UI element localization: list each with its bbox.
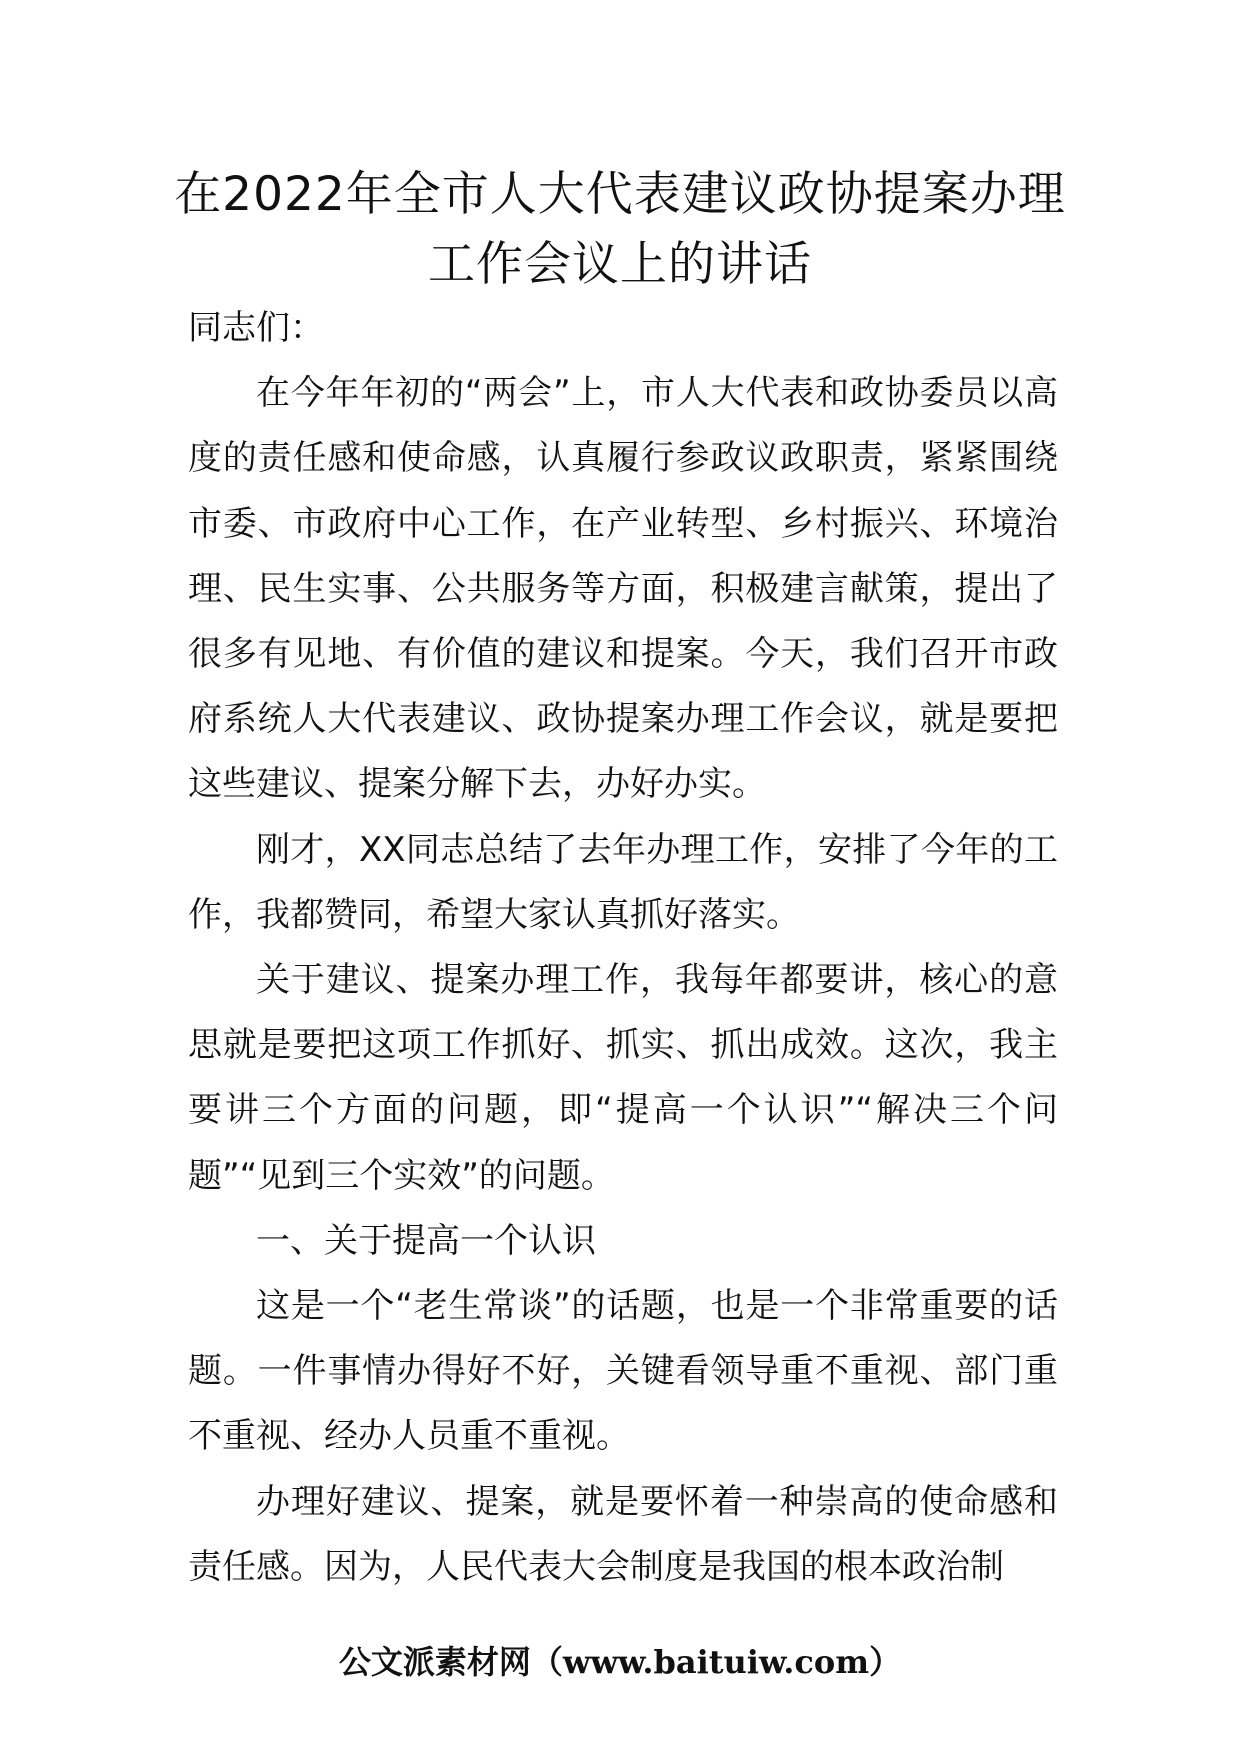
paragraph-agreement: 刚才，XX同志总结了去年办理工作，安排了今年的工作，我都赞同，希望大家认真抓好落实。	[188, 829, 1058, 935]
title-line-1: 在2022年全市人大代表建议政协提案办理	[174, 167, 1066, 222]
paragraph-mission: 办理好建议、提案，就是要怀着一种崇高的使命感和责任感。因为，人民代表大会制度是我国的根本政治制	[188, 1481, 1058, 1587]
title-line-2: 工作会议上的讲话	[428, 237, 812, 292]
paragraph-overview: 关于建议、提案办理工作，我每年都要讲，核心的意思就是要把这项工作抓好、抓实、抓出成效。这次，我主要讲三个方面的问题，即“提高一个认识”“解决三个问题”“见到三个实效”的问题。	[188, 960, 1058, 1196]
paragraph-topic: 这是一个“老生常谈”的话题，也是一个非常重要的话题。一件事情办得好不好，关键看领导重不重视、部门重不重视、经办人员重不重视。	[188, 1286, 1058, 1457]
paragraph-intro: 在今年年初的“两会”上，市人大代表和政协委员以高度的责任感和使命感，认真履行参政议政职责，紧紧围绕市委、市政府中心工作，在产业转型、乡村振兴、环境治理、民生实事、公共服务等方面，积极建言献策，提出了很多有见地、有价值的建议和提案。今天，我们召开市政府系统人大代表建议、政协提案办理工作会议，就是要把这些建议、提案分解下去，办好办实。	[188, 373, 1058, 805]
section-heading: 一、关于提高一个认识	[256, 1220, 596, 1261]
footer-watermark: 公文派素材网（www.baituiw.com）	[338, 1643, 902, 1681]
salutation: 同志们：	[188, 308, 324, 348]
document-body	[188, 296, 1058, 1600]
document-title	[160, 160, 1080, 300]
